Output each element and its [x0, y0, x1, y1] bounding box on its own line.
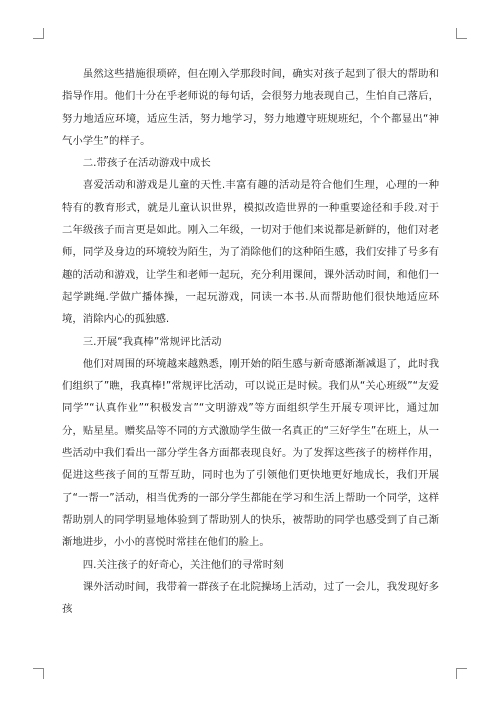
paragraph-curiosity: 课外活动时间，我带着一群孩子在北院操场上活动，过了一会儿，我发现好多孩	[62, 580, 439, 616]
section-heading-evaluation: 三.开展“我真棒”常规评比活动	[82, 335, 222, 348]
crop-mark-top-left	[33, 28, 44, 39]
document-body	[62, 63, 439, 620]
crop-mark-bottom-right	[456, 668, 467, 679]
section-heading-activities: 二.带孩子在活动游戏中成长	[82, 157, 211, 170]
paragraph-guidance: 虽然这些措施很琐碎，但在刚入学那段时间，确实对孩子起到了很大的帮助和指导作用。他们十分在乎老师说的每句话，会很努力地表现自己，生怕自己落后，努力地适应环境，适应生活，努力地学习，努力地遵守班规班纪，个个都显出“神气小学生”的样子。	[62, 68, 439, 147]
crop-mark-bottom-left	[33, 668, 44, 679]
paragraph-activities: 喜爱活动和游戏是儿童的天性.丰富有趣的活动是符合他们生理，心理的一种特有的教育形式，就是儿童认识世界，模拟改造世界的一种重要途径和手段.对于二年级孩子而言更是如此。刚入二年级，一切对于他们来说都是新鲜的，他们对老师，同学及身边的环境较为陌生，为了消除他们的这种陌生感，我们安排了号多有趣的活动和游戏，让学生和老师一起玩，充分利用课间，课外活动时间，和他们一起学跳绳.学做广播体操，一起玩游戏，同读一本书.从而帮助他们很快地适应环境，消除内心的孤独感.	[62, 179, 439, 326]
paragraph-evaluation: 他们对周围的环境越来越熟悉，刚开始的陌生感与新奇感渐渐减退了，此时我们组织了”瞧，我真棒!”常规评比活动，可以说正是时候。我们从“关心班级”“友爱同学”“认真作业”“积极发言”“文明游戏”等方面组织学生开展专项评比，通过加分，贴星星。赠奖品等不同的方式激励学生做一名真正的“三好学生”在班上，从一些活动中我们看出一部分学生各方面都表现良好。为了发挥这些孩子的榜样作用，促进这些孩子间的互帮互助，同时也为了引领他们更快地更好地成长，我们开展了“一帮一”活动，相当优秀的一部分学生都能在学习和生活上帮助一个同学，这样帮助别人的同学明显地体验到了帮助别人的快乐，被帮助的同学也感受到了自己渐渐地进步，小小的喜悦时常挂在他们的脸上。	[62, 357, 439, 549]
section-heading-curiosity: 四.关注孩子的好奇心，关注他们的寻常时刻	[82, 558, 284, 571]
crop-mark-top-right	[456, 28, 467, 39]
